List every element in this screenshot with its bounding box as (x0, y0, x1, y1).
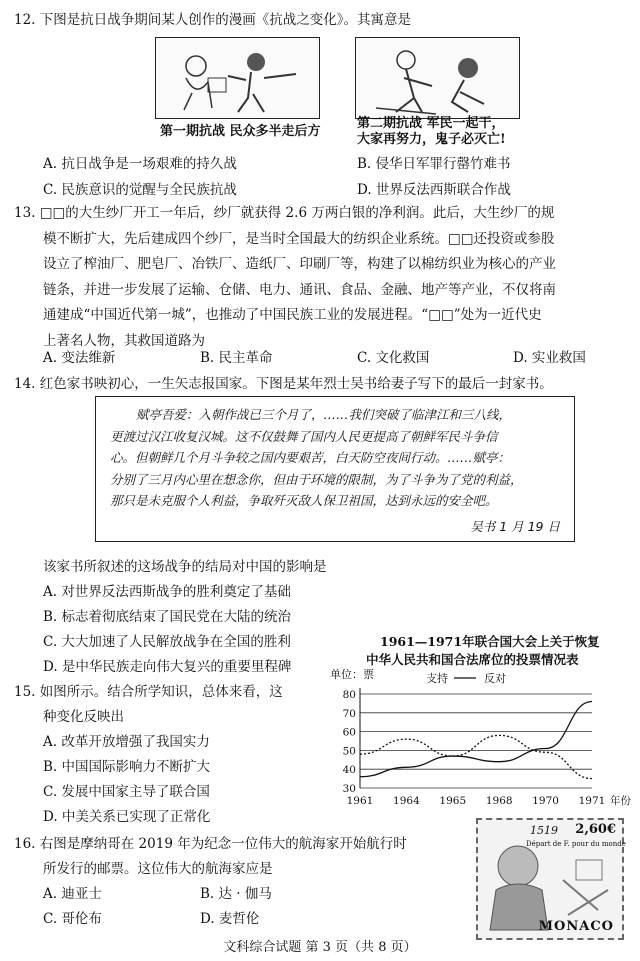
q13-line: 上著名人物，其救国道路为 (43, 332, 205, 349)
q12-option-a[interactable]: A. 抗日战争是一场艰难的持久战 (43, 156, 237, 172)
y-tick-label: 80 (342, 689, 356, 701)
cartoon-panel-1 (155, 37, 320, 119)
stamp-year: 1519 (530, 824, 558, 837)
q16-stem-line2: 所发行的邮票。这位伟大的航海家应是 (43, 861, 273, 877)
q16-option-d[interactable]: D. 麦哲伦 (200, 911, 260, 927)
q14-stem: 14. 红色家书映初心，一生矢志报国家。下图是某年烈士吴书给妻子写下的最后一封家书。 (14, 376, 553, 392)
cartoon-caption-2-line2: 大家再努力，鬼子必灭亡! (357, 132, 506, 147)
q14-option-b[interactable]: B. 标志着彻底结束了国民党在大陆的统治 (43, 609, 292, 625)
q12-option-d[interactable]: D. 世界反法西斯联合作战 (357, 182, 511, 198)
q16-option-b[interactable]: B. 达 · 伽马 (200, 886, 272, 902)
stamp-portrait-drawing (478, 820, 618, 934)
cartoon-caption-2 (357, 116, 506, 148)
monaco-stamp-image (476, 818, 624, 940)
y-tick-label: 30 (342, 783, 356, 795)
q13-line: 设立了榨油厂、肥皂厂、冶铁厂、造纸厂、印刷厂等，构建了以棉纺织业为核心的产业 (43, 256, 556, 272)
q16-option-c[interactable]: C. 哥伦布 (43, 911, 102, 927)
letter-line: 赋亭吾爱：入朝作战已三个月了，……我们突破了临津江和三八线， (136, 407, 512, 422)
letter-line: 分别了三月内心里在想念你，但由于环境的限制，为了斗争为了党的利益， (110, 471, 523, 487)
x-tick-label: 1961 (346, 795, 374, 807)
vote-line-chart (330, 664, 636, 814)
chart-ylabel: 单位：票 (330, 668, 374, 681)
legend-support-label: 支持 (426, 672, 448, 685)
q13-line: 链条，并进一步发展了运输、仓储、电力、通讯、食品、金融、地产等产业，不仅将南 (43, 281, 556, 298)
letter-text (110, 404, 562, 512)
chart-xlabel: 年份 (610, 795, 631, 807)
page-footer: 文科综合试题 第 3 页（共 8 页） (223, 940, 417, 955)
cartoon-panel-2 (355, 37, 520, 119)
legend-oppose-label: 反对 (484, 672, 506, 685)
y-tick-label: 50 (342, 745, 356, 758)
q13-option-a[interactable]: A. 变法维新 (43, 350, 116, 366)
stamp-country: MONACO (538, 919, 614, 934)
q13-option-c[interactable]: C. 文化救国 (357, 350, 430, 366)
y-tick-label: 40 (342, 764, 356, 777)
q16-option-a[interactable]: A. 迪亚士 (43, 886, 102, 902)
series-oppose-line (360, 735, 592, 778)
y-tick-label: 70 (342, 707, 356, 720)
q15-stem-line1: 15. 如图所示。结合所学知识，总体来看，这 (14, 684, 283, 700)
cartoon-2-drawing (356, 38, 519, 118)
letter-line: 心。但朝鲜几个月斗争较之国内要艰苦，白天防空夜间行动。……赋亭： (110, 450, 511, 465)
x-tick-label: 1970 (532, 795, 559, 807)
q15-option-b[interactable]: B. 中国国际影响力不断扩大 (43, 759, 211, 775)
q12-option-c[interactable]: C. 民族意识的觉醒与全民族抗战 (43, 182, 237, 198)
q13-stem (14, 201, 634, 354)
q14-question: 该家书所叙述的这场战争的结局对中国的影响是 (43, 559, 327, 575)
cartoon-1-drawing (156, 38, 319, 118)
q13-option-d[interactable]: D. 实业救国 (513, 350, 586, 366)
x-tick-label: 1971 (578, 795, 606, 807)
x-tick-label: 1965 (439, 795, 467, 807)
stamp-subtitle: Départ de F. pour du monde (526, 840, 626, 848)
q12-stem: 12. 下图是抗日战争期间某人创作的漫画《抗战之变化》。其寓意是 (14, 12, 412, 28)
q15-option-d[interactable]: D. 中美关系已实现了正常化 (43, 809, 211, 825)
q13-line: 模不断扩大，先后建成四个纱厂，是当时全国最大的纺织企业系统。□□还投资或参股 (43, 230, 555, 247)
chart-title-line1: 1961—1971年联合国大会上关于恢复 (380, 634, 600, 649)
chart-title-line2: 中华人民共和国合法席位的投票情况表 (366, 652, 579, 667)
family-letter-box (95, 396, 575, 542)
q15-option-c[interactable]: C. 发展中国家主导了联合国 (43, 784, 210, 800)
q12-option-b[interactable]: B. 侵华日军罪行罄竹难书 (357, 156, 511, 172)
q13-option-b[interactable]: B. 民主革命 (200, 350, 273, 366)
q14-option-d[interactable]: D. 是中华民族走向伟大复兴的重要里程碑 (43, 659, 292, 675)
letter-line: 那只是未克服个人利益，争取歼灭敌人保卫祖国，达到永远的安全吧。 (110, 493, 498, 508)
q15-option-a[interactable]: A. 改革开放增强了我国实力 (43, 734, 210, 750)
q14-option-c[interactable]: C. 大大加速了人民解放战争在全国的胜利 (43, 634, 291, 650)
stamp-price: 2,60€ (575, 822, 616, 837)
cartoon-caption-2-line1: 第二期抗战 军民一起干， (357, 116, 505, 131)
letter-signature: 吴书 1 月 19 日 (470, 519, 560, 534)
q13-line: 13. □□的大生纱厂开工一年后，纱厂就获得 2.6 万两白银的净利润。此后，大生纱厂的规 (14, 205, 555, 221)
q14-option-a[interactable]: A. 对世界反法西斯战争的胜利奠定了基础 (43, 584, 291, 600)
y-tick-label: 60 (342, 726, 356, 739)
x-tick-label: 1968 (485, 795, 513, 807)
q16-stem-line1: 16. 右图是摩纳哥在 2019 年为纪念一位伟大的航海家开始航行时 (14, 836, 407, 852)
x-tick-label: 1964 (393, 795, 420, 807)
q13-line: 通建成“中国近代第一城”，也推动了中国民族工业的发展进程。“□□”处为一近代史 (43, 307, 542, 323)
letter-line: 更渡过汉江收复汉城。这不仅鼓舞了国内人民更提高了朝鲜军民斗争信 (110, 428, 498, 444)
q15-stem-line2: 种变化反映出 (43, 709, 124, 725)
cartoon-caption-1: 第一期抗战 民众多半走后方 (160, 124, 321, 139)
